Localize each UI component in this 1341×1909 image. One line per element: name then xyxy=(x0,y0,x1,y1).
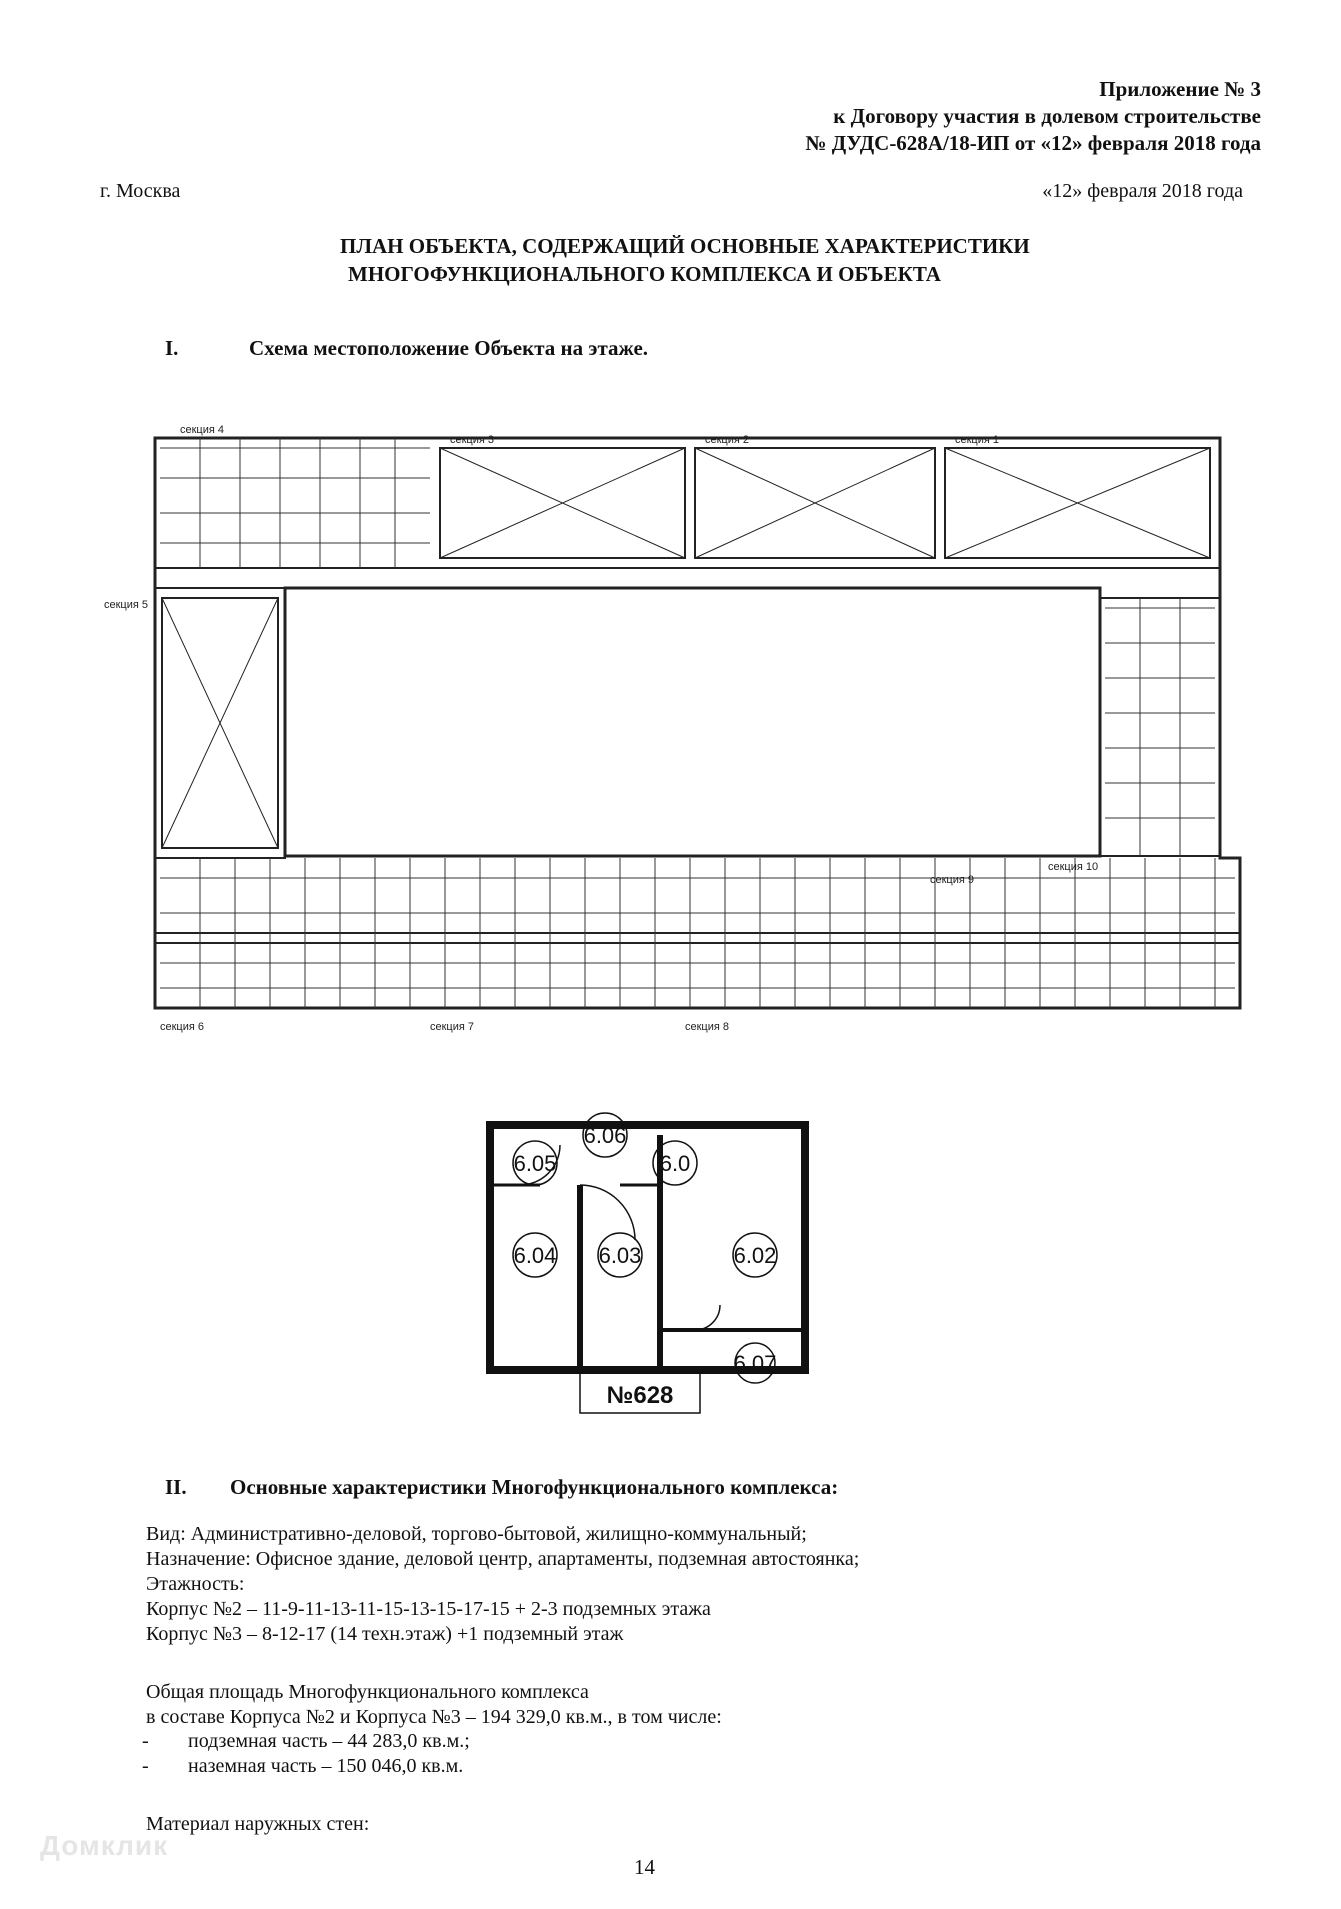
section-1-number: I. xyxy=(165,336,179,360)
city: г. Москва xyxy=(100,180,181,202)
label-section-9: секция 9 xyxy=(930,874,975,886)
document-date: «12» февраля 2018 года xyxy=(1042,180,1243,202)
title-line-1: ПЛАН ОБЪЕКТА, СОДЕРЖАЩИЙ ОСНОВНЫЕ ХАРАКТЕРИСТИКИ xyxy=(340,234,1030,258)
building-2-floors: Корпус №2 – 11-9-11-13-11-15-13-15-17-15 + 2-3 подземных этажа xyxy=(146,1598,711,1620)
section-2-title: Основные характеристики Многофункционального комплекса: xyxy=(230,1475,839,1499)
room-6-07: 6.07 xyxy=(733,1351,777,1376)
characteristics-block xyxy=(146,1522,859,1647)
watermark: Домклик xyxy=(40,1830,169,1861)
contract-number: № ДУДС-628А/18-ИП от «12» февраля 2018 года xyxy=(805,131,1261,155)
unit-plan xyxy=(480,1105,840,1435)
section-2-number: II. xyxy=(165,1475,187,1499)
label-section-5: секция 5 xyxy=(104,599,149,611)
title-line-2: МНОГОФУНКЦИОНАЛЬНОГО КОМПЛЕКСА И ОБЪЕКТА xyxy=(348,262,941,286)
label-section-3: секция 3 xyxy=(450,434,495,446)
area-block xyxy=(146,1680,722,1730)
building-3-floors: Корпус №3 – 8-12-17 (14 техн.этаж) +1 подземный этаж xyxy=(146,1623,624,1645)
section-1-title: Схема местоположение Объекта на этаже. xyxy=(249,336,649,360)
dash-1: - xyxy=(142,1730,149,1752)
label-section-4: секция 4 xyxy=(180,424,225,436)
room-6-05: 6.05 xyxy=(513,1151,557,1176)
area-line-1: Общая площадь Многофункционального комплекса xyxy=(146,1681,589,1703)
floors-heading: Этажность: xyxy=(146,1573,245,1595)
room-6-04: 6.04 xyxy=(513,1243,557,1268)
label-section-10: секция 10 xyxy=(1048,861,1099,873)
wall-material: Материал наружных стен: xyxy=(146,1813,370,1835)
room-6-0: 6.0 xyxy=(659,1151,691,1176)
purpose-type: Вид: Административно-деловой, торгово-бытовой, жилищно-коммунальный; xyxy=(146,1523,807,1545)
label-section-1: секция 1 xyxy=(955,434,1000,446)
document-title xyxy=(340,232,1030,288)
room-6-06: 6.06 xyxy=(583,1123,627,1148)
room-6-02: 6.02 xyxy=(733,1243,777,1268)
appendix-number: Приложение № 3 xyxy=(1099,77,1261,101)
purpose-use: Назначение: Офисное здание, деловой центр, апартаменты, подземная автостоянка; xyxy=(146,1548,860,1570)
page-number: 14 xyxy=(634,1855,655,1879)
dash-2: - xyxy=(142,1755,149,1777)
contract-reference: к Договору участия в долевом строительстве xyxy=(833,104,1261,128)
underground-area: подземная часть – 44 283,0 кв.м.; xyxy=(188,1730,470,1752)
label-section-6: секция 6 xyxy=(160,1021,205,1033)
label-section-7: секция 7 xyxy=(430,1021,475,1033)
floor-plan-schematic xyxy=(104,418,1255,1038)
label-section-8: секция 8 xyxy=(685,1021,730,1033)
aboveground-area: наземная часть – 150 046,0 кв.м. xyxy=(188,1755,464,1777)
unit-number-label: №628 xyxy=(606,1382,674,1409)
label-section-2: секция 2 xyxy=(705,434,750,446)
area-line-2: в составе Корпуса №2 и Корпуса №3 – 194 329,0 кв.м., в том числе: xyxy=(146,1706,722,1728)
room-6-03: 6.03 xyxy=(598,1243,642,1268)
